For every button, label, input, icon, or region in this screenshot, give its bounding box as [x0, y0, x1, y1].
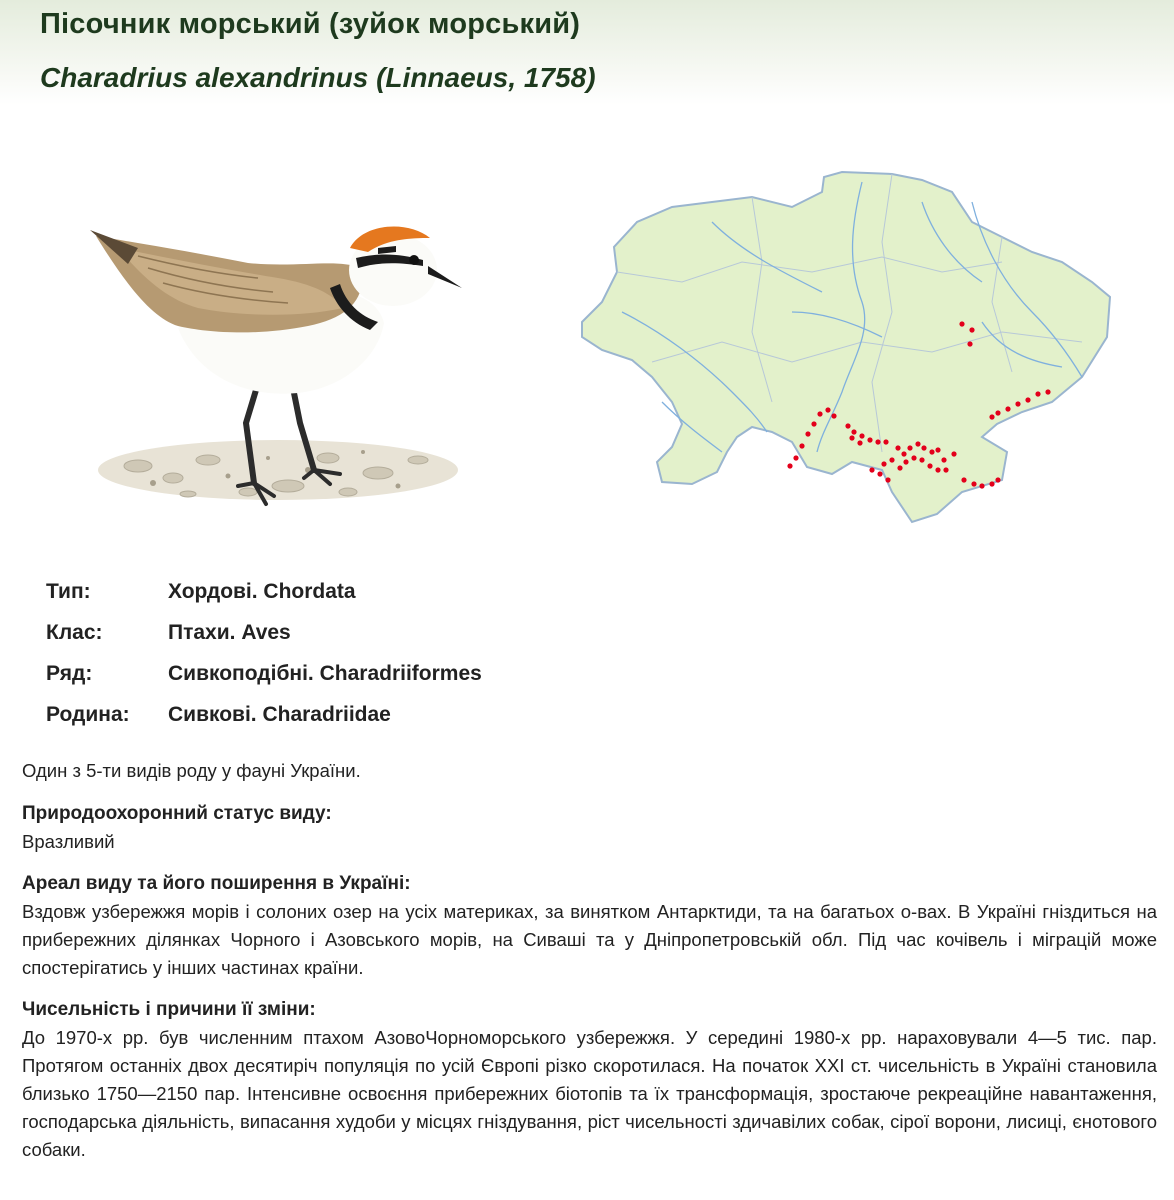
taxonomy-value: Птахи. Aves	[168, 621, 291, 644]
status-heading: Природоохоронний статус виду:	[22, 803, 332, 824]
kentish-plover-illustration	[78, 208, 470, 520]
range-text: Вздовж узбережжя морів і солоних озер на усіх материках, за винятком Антарктиди, та на багатьох о-вах. В Україні гніздиться на прибережних ділянках Чорного і Азовського морів, на Сиваші та у Дніпропетровській обл. Під час кочівель і міграцій може спостерігатись у інших частинах країни.	[22, 901, 1157, 978]
latin-name: Charadrius alexandrinus (Linnaeus, 1758)	[40, 62, 596, 93]
population-text: До 1970-х рр. був численним птахом АзовоЧорноморського узбережжя. У середині 1980-х рр. нараховували 4—5 тис. пар. Протягом останніх двох десятиріч популяція по усій Європі різко скоротилася. На початок XXI ст. чисельність в Україні становила близько 1750—2150 пар. Інтенсивне освоєння прибережних біотопів та їх трансформація, зростаюче рекреаційне навантаження, господарська діяльність, випасання худоби у місцях гніздування, ріст чисельності здичавілих собак, сірої ворони, лисиці, єнотового собаки.	[22, 1027, 1157, 1160]
population-heading: Чисельність і причини її зміни:	[22, 999, 316, 1020]
taxonomy-value: Хордові. Chordata	[168, 580, 356, 603]
taxonomy-value: Сивкові. Charadriidae	[168, 703, 391, 726]
ukraine-distribution-map	[562, 162, 1122, 532]
status-text: Вразливий	[22, 831, 115, 852]
taxonomy-label: Родина:	[46, 703, 130, 726]
taxonomy-label: Тип:	[46, 580, 91, 603]
range-section	[22, 870, 1157, 982]
taxonomy-label: Клас:	[46, 621, 103, 644]
population-section	[22, 996, 1157, 1164]
status-section	[22, 800, 1157, 856]
taxonomy-value: Сивкоподібні. Charadriiformes	[168, 662, 482, 685]
page-title: Пісочник морський (зуйок морський)	[40, 8, 581, 40]
genus-note: Один з 5-ти видів роду у фауні України.	[22, 760, 361, 781]
range-heading: Ареал виду та його поширення в Україні:	[22, 873, 411, 894]
taxonomy-label: Ряд:	[46, 662, 93, 685]
